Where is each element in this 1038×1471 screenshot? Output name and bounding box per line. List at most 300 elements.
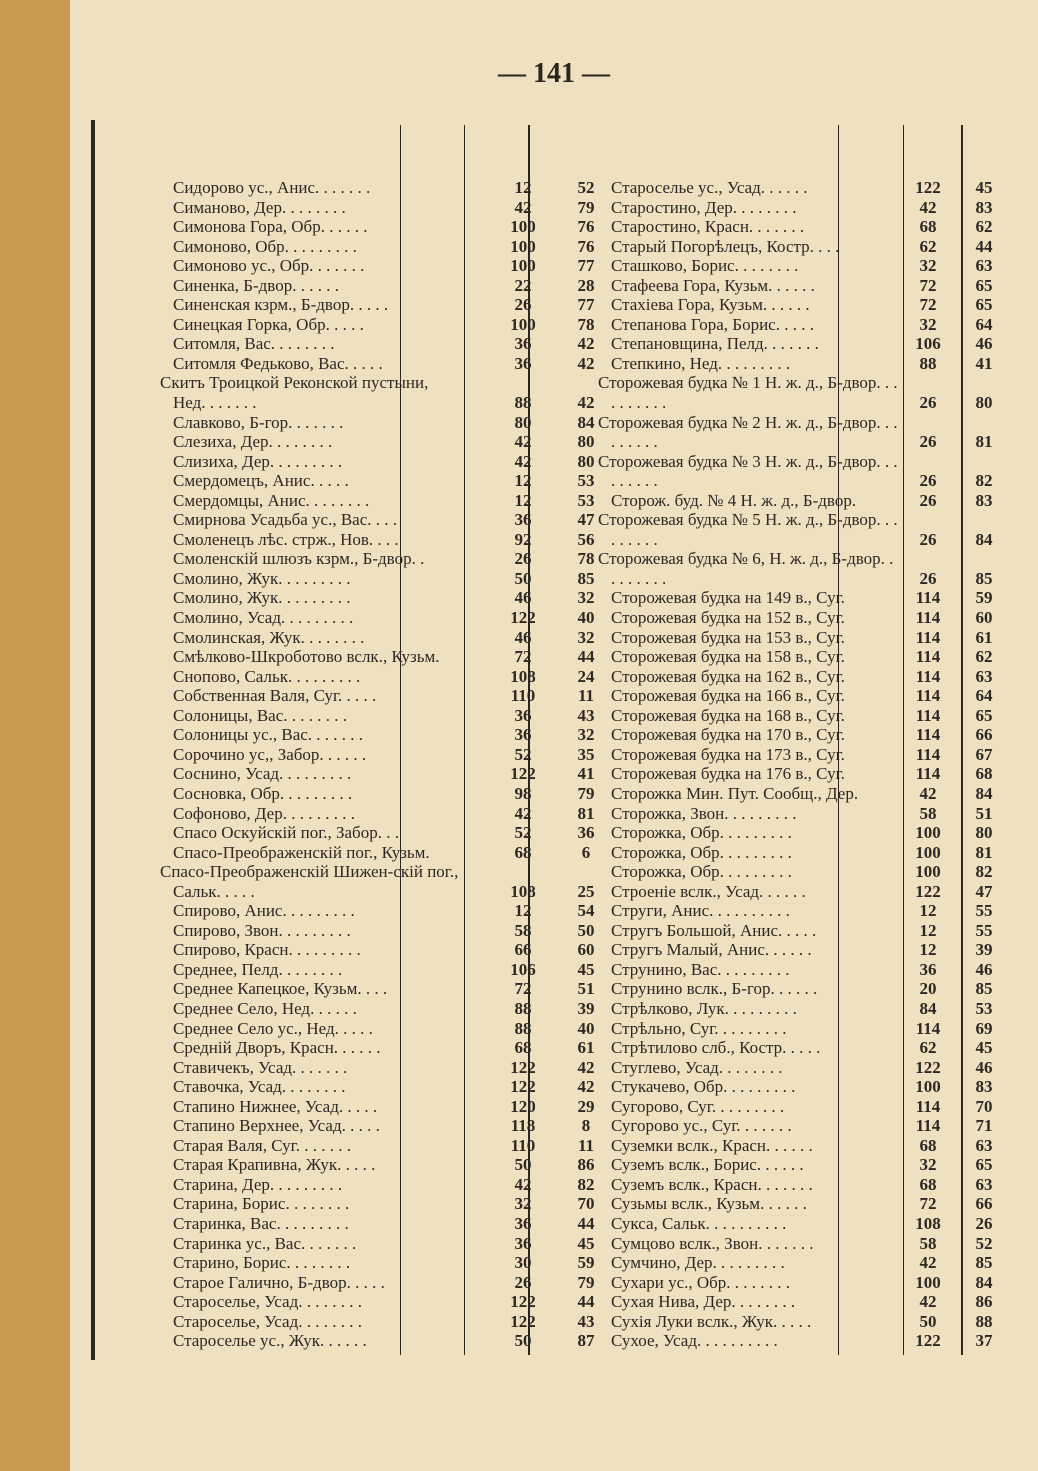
index-entry [598,862,1038,882]
item-number: 51 [577,979,595,999]
place-name: Спасо Оскуйскій пог., Забор. . . [173,823,399,843]
page-ref: 84 [919,998,937,1018]
place-name: Стахіева Гора, Кузьм. . . . . . [611,295,810,315]
place-name: Старая Валя, Суг. . . . . . . [173,1135,351,1155]
page-ref: 114 [915,1018,941,1038]
index-entry [160,491,600,511]
page-ref: 114 [915,686,941,706]
item-number: 42 [577,334,595,354]
place-name: Слизиха, Дер. . . . . . . . . [173,451,343,471]
page-ref: 52 [514,744,532,764]
place-name: Стапино Верхнее, Усад. . . . . [173,1116,380,1136]
place-name: Суземки вслк., Красн. . . . . . [611,1135,813,1155]
index-entry [160,1116,600,1136]
page-ref: 114 [915,1116,941,1136]
item-number: 37 [975,1331,993,1351]
item-number: 26 [975,1213,993,1233]
page-ref: 58 [919,1233,937,1253]
right-index-column [598,178,1038,1351]
item-number: 45 [577,1233,595,1253]
page-ref: 68 [514,1038,532,1058]
page-ref: 100 [915,823,941,843]
page-ref: 122 [510,1311,536,1331]
item-number: 84 [577,412,595,432]
index-entry [160,1136,600,1156]
item-number: 35 [577,744,595,764]
item-number: 80 [975,823,993,843]
index-entry [160,1077,600,1097]
place-name: Старостино, Красн. . . . . . . [611,217,805,237]
place-name: Сторожевая будка на 153 в., Суг. [611,627,845,647]
left-index-column [160,178,600,1351]
page-ref: 72 [919,295,937,315]
index-entry [160,667,600,687]
page-number: — 141 — [498,58,610,89]
index-entry [598,1234,1038,1254]
page-ref: 68 [919,1174,937,1194]
item-number: 76 [577,217,595,237]
page-ref: 26 [514,295,532,315]
place-name: Смердомецъ, Анис. . . . . [173,471,349,491]
item-number: 32 [577,627,595,647]
page-ref: 106 [915,334,941,354]
index-entry [160,256,600,276]
place-name: Синенская кзрм., Б-двор. . . . . [173,295,389,315]
page-ref: 88 [514,393,532,413]
page-ref: 42 [919,1292,937,1312]
page-ref: 12 [514,178,532,197]
place-name: Сидорово ус., Анис. . . . . . . [173,178,371,197]
page-ref: 32 [919,256,937,276]
page-ref: 36 [514,1213,532,1233]
item-number: 68 [975,764,993,784]
place-name: Степановщина, Пелд. . . . . . . [611,334,819,354]
page-ref: 114 [915,705,941,725]
page-ref: 36 [514,510,532,530]
item-number: 63 [975,1174,993,1194]
place-name: Старостино, Дер. . . . . . . . [611,197,797,217]
page-ref: 42 [514,197,532,217]
page-ref: 68 [919,1135,937,1155]
page-ref: 100 [510,217,536,237]
item-number: 65 [975,295,993,315]
item-number: 40 [577,1018,595,1038]
index-entry [598,628,1038,648]
item-number: 59 [975,588,993,608]
index-entry [160,452,600,472]
place-name: Строеніе вслк., Усад. . . . . . [611,881,806,901]
item-number: 53 [577,471,595,491]
item-number: 65 [975,705,993,725]
item-number: 69 [975,1018,993,1038]
place-name: Сторожевая будка № 2 Н. ж. д., Б-двор. . . . . . . . . [598,412,898,452]
place-name: Сумчино, Дер. . . . . . . . . [611,1253,785,1273]
place-name: Спасо-Преображенскій Шижен-скій пог., Сальк. . . . . [160,862,459,901]
place-name: Старое Галично, Б-двор. . . . . [173,1272,385,1292]
page-ref: 36 [919,959,937,979]
index-entry [598,1019,1038,1039]
place-name: Сторожевая будка на 152 в., Суг. [611,608,845,628]
item-number: 6 [581,842,591,862]
page-ref: 114 [915,1096,941,1116]
page-ref: 26 [919,471,937,491]
place-name: Сторожевая будка № 6, Н. ж. д., Б-двор. . . . . . . . . [598,549,894,588]
page-ref: 36 [514,353,532,373]
place-name: Староселье ус., Усад. . . . . . [611,178,808,197]
place-name: Сторожевая будка на 176 в., Суг. [611,764,845,784]
page-ref: 108 [510,666,536,686]
index-entry [598,745,1038,765]
page-ref: 36 [514,725,532,745]
index-entry [598,725,1038,745]
item-number: 29 [577,1096,595,1116]
item-number: 61 [577,1038,595,1058]
item-number: 39 [975,940,993,960]
index-entry [598,901,1038,921]
item-number: 63 [975,1135,993,1155]
page-ref: 36 [514,1233,532,1253]
item-number: 80 [577,451,595,471]
page-ref: 26 [919,568,937,588]
item-number: 42 [577,393,595,413]
place-name: Среднее Село ус., Нед. . . . . [173,1018,373,1038]
index-entry [598,276,1038,296]
page-ref: 26 [919,490,937,510]
place-name: Сухари ус., Обр. . . . . . . . [611,1272,791,1292]
page-ref: 50 [514,568,532,588]
place-name: Стапино Нижнее, Усад. . . . . [173,1096,378,1116]
place-name: Слезиха, Дер. . . . . . . . [173,432,333,452]
page-ref: 12 [919,901,937,921]
item-number: 44 [577,1213,595,1233]
index-entry [160,198,600,218]
index-entry [160,921,600,941]
index-entry [598,647,1038,667]
page-ref: 100 [510,256,536,276]
place-name: Сторожевая будка № 5 Н. ж. д., Б-двор. . . . . . . . . [598,510,898,549]
place-name: Стрѣлково, Лук. . . . . . . . . [611,998,797,1018]
index-entry [160,1058,600,1078]
index-entry [160,647,600,667]
page-ref: 58 [919,803,937,823]
page-ref: 92 [514,529,532,549]
page-ref: 108 [915,1213,941,1233]
page-ref: 120 [510,1096,536,1116]
index-entry [598,999,1038,1019]
place-name: Стрѣтилово слб., Костр. . . . . [611,1038,821,1058]
place-name: Струнино, Вас. . . . . . . . . [611,959,790,979]
place-name: Сугорово ус., Суг. . . . . . . [611,1116,792,1136]
place-name: Симонова Гора, Обр. . . . . . [173,217,368,237]
page-ref: 68 [919,217,937,237]
place-name: Симаново, Дер. . . . . . . . [173,197,346,217]
page-ref: 36 [514,705,532,725]
index-entry [160,276,600,296]
page-ref: 114 [915,608,941,628]
page-ref: 62 [919,1038,937,1058]
index-entry [598,667,1038,687]
index-entry [160,1312,600,1332]
item-number: 71 [975,1116,993,1136]
index-entry [160,804,600,824]
index-entry [598,804,1038,824]
item-number: 53 [975,998,993,1018]
place-name: Сторожевая будка № 3 Н. ж. д., Б-двор. . . . . . . . . [598,451,898,491]
place-name: Спирово, Звон. . . . . . . . . [173,920,351,940]
place-name: Старина, Борис. . . . . . . . [173,1194,350,1214]
index-entry [598,1194,1038,1214]
index-entry [160,588,600,608]
place-name: Сташково, Борис. . . . . . . . [611,256,799,276]
place-name: Степанова Гора, Борис. . . . . [611,314,814,334]
index-entry [160,901,600,921]
item-number: 41 [577,764,595,784]
item-number: 32 [577,588,595,608]
item-number: 63 [975,666,993,686]
page-ref: 122 [510,764,536,784]
index-entry [598,921,1038,941]
place-name: Сторожевая будка на 158 в., Суг. [611,647,845,667]
place-name: Староселье ус., Жук. . . . . . [173,1331,367,1351]
item-number: 55 [975,901,993,921]
page-ref: 122 [915,1331,941,1351]
index-entry [160,1175,600,1195]
page-ref: 88 [514,1018,532,1038]
item-number: 40 [577,608,595,628]
page-ref: 22 [514,275,532,295]
index-entry [160,1097,600,1117]
page-ref: 26 [919,529,937,549]
page-ref: 42 [919,783,937,803]
place-name: Сторожевая будка на 162 в., Суг. [611,666,845,686]
page-ref: 72 [919,1194,937,1214]
index-entry [598,843,1038,863]
item-number: 11 [577,1135,595,1155]
page-ref: 12 [514,901,532,921]
item-number: 78 [577,549,595,569]
page-ref: 114 [915,588,941,608]
index-entry [598,413,1038,452]
page-ref: 20 [919,979,937,999]
item-number: 82 [975,862,993,882]
item-number: 76 [577,236,595,256]
index-entry [598,960,1038,980]
page-ref: 26 [514,549,532,569]
item-number: 46 [975,334,993,354]
place-name: Синецкая Горка, Обр. . . . . [173,314,364,334]
item-number: 81 [577,803,595,823]
place-name: Смолино, Жук. . . . . . . . . [173,588,351,608]
item-number: 32 [577,725,595,745]
item-number: 86 [577,1155,595,1175]
index-entry [160,745,600,765]
index-entry [160,569,600,589]
item-number: 85 [975,979,993,999]
index-entry [160,940,600,960]
item-number: 46 [975,959,993,979]
place-name: Скитъ Троицкой Реконской пустыни, Нед. . . . . . . [160,373,429,413]
index-entry [160,217,600,237]
index-entry [160,315,600,335]
index-entry [160,373,600,412]
index-entry [598,549,1038,588]
place-name: Ставочка, Усад. . . . . . . . [173,1077,346,1097]
index-entry [160,725,600,745]
item-number: 85 [975,568,993,588]
index-entry [598,256,1038,276]
index-entry [160,1273,600,1293]
page-ref: 12 [514,471,532,491]
index-entry [160,1292,600,1312]
place-name: Ставичекъ, Усад. . . . . . . [173,1057,348,1077]
place-name: Сухія Луки вслк., Жук. . . . . [611,1311,812,1331]
page-ref: 42 [514,1174,532,1194]
place-name: Ситомля, Вас. . . . . . . . [173,334,335,354]
place-name: Смоленецъ лѣс. стрж., Нов. . . . [173,529,399,549]
index-entry [160,1234,600,1254]
index-entry [598,198,1038,218]
place-name: Старина, Дер. . . . . . . . . [173,1174,343,1194]
item-number: 42 [577,353,595,373]
page-ref: 72 [514,979,532,999]
place-name: Сторож. буд. № 4 Н. ж. д., Б-двор. [611,490,857,510]
index-entry [160,413,600,433]
place-name: Суземъ вслк., Красн. . . . . . . [611,1174,813,1194]
index-entry [598,217,1038,237]
item-number: 53 [577,490,595,510]
index-entry [160,628,600,648]
item-number: 81 [975,842,993,862]
index-entry [160,510,600,530]
place-name: Старинка ус., Вас. . . . . . . [173,1233,357,1253]
page-ref: 72 [919,275,937,295]
place-name: Солоницы ус., Вас. . . . . . . [173,725,364,745]
item-number: 44 [577,647,595,667]
index-entry [598,1116,1038,1136]
item-number: 51 [975,803,993,823]
page-ref: 12 [514,490,532,510]
place-name: Славково, Б-гор. . . . . . . [173,412,344,432]
page-ref: 106 [510,959,536,979]
page-ref: 46 [514,588,532,608]
index-entry [598,882,1038,902]
place-name: Староселье, Усад. . . . . . . . [173,1311,362,1331]
page-ref: 114 [915,666,941,686]
page-ref: 100 [510,236,536,256]
index-entry [160,237,600,257]
place-name: Средній Дворъ, Красн. . . . . . [173,1038,381,1058]
page-ref: 100 [915,1077,941,1097]
index-entry [598,315,1038,335]
item-number: 84 [975,529,993,549]
place-name: Сумцово вслк., Звон. . . . . . . [611,1233,814,1253]
page-ref: 110 [510,686,536,706]
index-entry [160,979,600,999]
item-number: 70 [975,1096,993,1116]
index-entry [598,1058,1038,1078]
index-entry [598,940,1038,960]
index-entry [160,960,600,980]
item-number: 39 [577,998,595,1018]
index-entry [598,373,1038,412]
index-entry [160,764,600,784]
page-ref: 98 [514,783,532,803]
item-number: 59 [577,1253,595,1273]
item-number: 84 [975,783,993,803]
place-name: Солоницы, Вас. . . . . . . . [173,705,347,725]
page-ref: 52 [514,823,532,843]
item-number: 79 [577,197,595,217]
page-ref: 30 [514,1253,532,1273]
place-name: Сторожевая будка на 149 в., Суг. [611,588,845,608]
index-entry [160,334,600,354]
place-name: Сухое, Усад. . . . . . . . . . [611,1331,778,1351]
place-name: Среднее Село, Нед. . . . . . [173,998,357,1018]
item-number: 41 [975,353,993,373]
place-name: Симоново, Обр. . . . . . . . . [173,236,357,256]
page-ref: 72 [514,647,532,667]
place-name: Старый Погорѣлецъ, Костр. . . . [611,236,840,256]
item-number: 88 [975,1311,993,1331]
item-number: 45 [975,178,993,197]
index-entry [598,1331,1038,1351]
place-name: Стафеева Гора, Кузьм. . . . . . [611,275,815,295]
place-name: Суземъ вслк., Борис. . . . . . [611,1155,804,1175]
item-number: 24 [577,666,595,686]
index-entry [160,530,600,550]
index-entry [598,1273,1038,1293]
page-ref: 114 [915,744,941,764]
item-number: 43 [577,1311,595,1331]
place-name: Смѣлково-Шкроботово вслк., Кузьм. [173,647,440,667]
index-entry [160,784,600,804]
page-ref: 32 [514,1194,532,1214]
place-name: Струги, Анис. . . . . . . . . . [611,901,790,921]
item-number: 45 [975,1038,993,1058]
item-number: 64 [975,314,993,334]
index-entry [598,295,1038,315]
index-entry [598,979,1038,999]
item-number: 81 [975,432,993,452]
page-ref: 114 [915,627,941,647]
item-number: 65 [975,1155,993,1175]
place-name: Среднее Капецкое, Кузьм. . . . [173,979,388,999]
item-number: 78 [577,314,595,334]
item-number: 80 [577,432,595,452]
page-ref: 50 [514,1331,532,1351]
item-number: 44 [975,236,993,256]
place-name: Спирово, Красн. . . . . . . . . [173,940,361,960]
page-ref: 108 [510,881,536,901]
index-entry [598,354,1038,374]
item-number: 84 [975,1272,993,1292]
item-number: 80 [975,393,993,413]
place-name: Стукачево, Обр. . . . . . . . . [611,1077,796,1097]
place-name: Спирово, Анис. . . . . . . . . [173,901,355,921]
place-name: Смердомцы, Анис. . . . . . . . [173,490,370,510]
place-name: Снопово, Сальк. . . . . . . . . [173,666,361,686]
index-entry [598,686,1038,706]
index-entry [160,1019,600,1039]
page-ref: 100 [915,842,941,862]
page-ref: 100 [915,862,941,882]
place-name: Стуглево, Усад. . . . . . . . [611,1057,783,1077]
page-ref: 36 [514,334,532,354]
place-name: Соснино, Усад. . . . . . . . . [173,764,352,784]
page-ref: 32 [919,1155,937,1175]
item-number: 82 [975,471,993,491]
item-number: 77 [577,256,595,276]
